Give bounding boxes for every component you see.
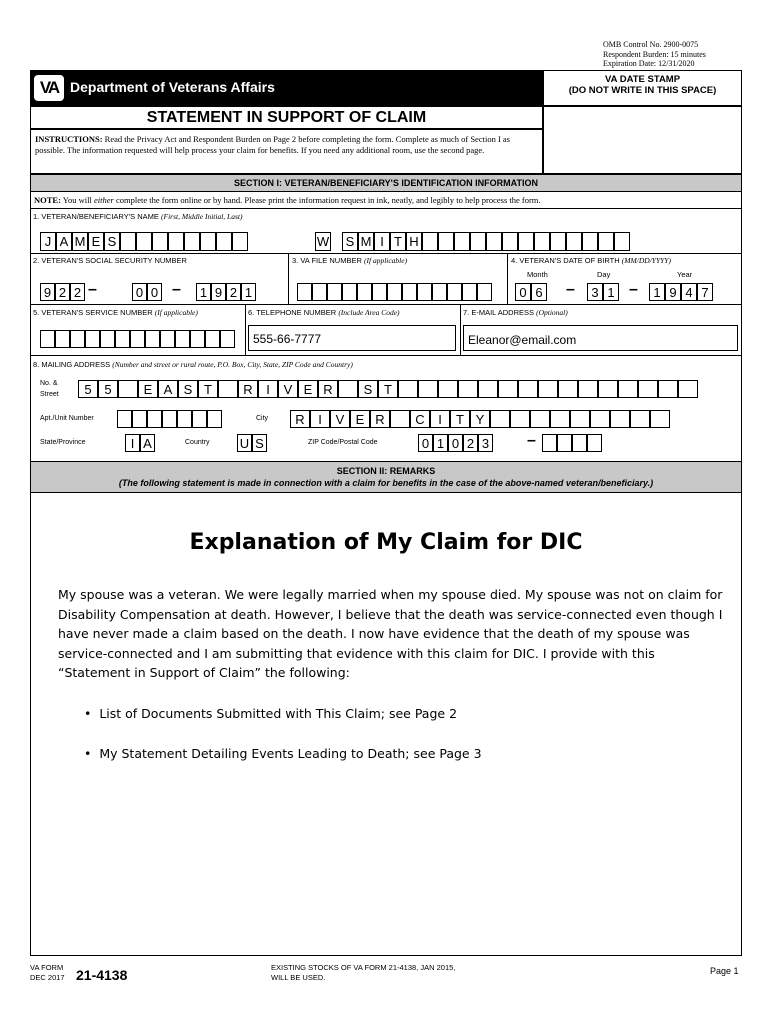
char-box[interactable]: E [88,232,104,251]
char-box[interactable]: 3 [587,283,603,301]
char-box[interactable] [478,380,498,398]
char-box[interactable] [120,232,136,251]
char-box[interactable] [510,410,530,428]
char-box[interactable] [132,410,147,428]
char-box[interactable] [417,283,432,301]
char-box[interactable] [312,283,327,301]
department-name: Department of Veterans Affairs [70,79,275,95]
omb-control: OMB Control No. 2900-0075 [603,40,699,49]
char-box[interactable]: A [158,380,178,398]
footer-form-id [30,963,65,983]
va-file-label-text: 3. VA FILE NUMBER [292,256,362,265]
char-box[interactable]: S [252,434,267,452]
char-box[interactable]: S [358,380,378,398]
char-box[interactable] [192,410,207,428]
char-box[interactable] [462,283,477,301]
char-box[interactable]: I [310,410,330,428]
char-box[interactable] [218,380,238,398]
char-box[interactable]: E [138,380,158,398]
char-box[interactable] [578,380,598,398]
apt-label: Apt./Unit Number [40,415,94,422]
char-box[interactable] [55,330,70,348]
dob-label [511,256,671,265]
form-title: STATEMENT IN SUPPORT OF CLAIM [30,106,543,129]
omb-expiration: Expiration Date: 12/31/2020 [603,59,695,68]
phone-label [248,308,400,317]
char-box[interactable] [100,330,115,348]
email-field[interactable] [463,325,738,351]
phone-hint: (Include Area Code) [338,308,400,317]
address-label-text: 8. MAILING ADDRESS [33,360,111,369]
char-box[interactable] [598,232,614,251]
instructions-text: Read the Privacy Act and Respondent Burden on Page 2 before completing the form. Complete as much of Section I as possible. The information requested will help process your claim for benefits. If you need any additional room, use the second page. [35,134,510,155]
dob-year-label: Year [677,270,693,279]
ssn-label: 2. VETERAN'S SOCIAL SECURITY NUMBER [33,256,187,265]
country-label: Country [185,439,210,446]
char-box[interactable]: 0 [132,283,147,301]
service-hint: (If applicable) [154,308,198,317]
va-date-stamp-header [543,70,742,106]
phone-field[interactable] [248,325,456,351]
char-box[interactable]: 1 [649,283,665,301]
note-either: either [94,195,114,205]
char-box[interactable] [177,410,192,428]
char-box[interactable] [538,380,558,398]
char-box[interactable] [160,330,175,348]
bullet-2-text: My Statement Detailing Events Leading to Death; see Page 3 [99,746,482,761]
char-box[interactable] [458,380,478,398]
char-box[interactable] [610,410,630,428]
char-box[interactable] [598,380,618,398]
char-box[interactable] [205,330,220,348]
char-box[interactable] [115,330,130,348]
char-box[interactable]: C [410,410,430,428]
va-logo: VA [34,75,64,101]
stamp-area [543,106,742,174]
char-box[interactable]: A [140,434,155,452]
char-box[interactable]: Y [470,410,490,428]
stamp-line1: VA DATE STAMP [604,74,681,85]
address-label [33,360,353,369]
char-box[interactable] [658,380,678,398]
char-box[interactable] [398,380,418,398]
char-box[interactable] [168,232,184,251]
char-box[interactable] [70,330,85,348]
char-box[interactable] [542,434,557,452]
char-box[interactable]: R [290,410,310,428]
char-box[interactable] [557,434,572,452]
phone-label-text: 6. TELEPHONE NUMBER [248,308,337,317]
char-box[interactable] [638,380,658,398]
char-box[interactable]: I [430,410,450,428]
char-box[interactable] [486,232,502,251]
dob-month-label: Month [527,270,548,279]
char-box[interactable]: 2 [70,283,85,301]
char-box[interactable] [130,330,145,348]
char-box[interactable]: 0 [515,283,531,301]
char-box[interactable] [390,410,410,428]
char-box[interactable]: R [238,380,258,398]
char-box[interactable] [498,380,518,398]
char-box[interactable] [145,330,160,348]
char-box[interactable] [530,410,550,428]
char-box[interactable] [566,232,582,251]
char-box[interactable] [438,380,458,398]
remarks-title: Explanation of My Claim for DIC [189,530,583,555]
char-box[interactable] [582,232,598,251]
char-box[interactable]: M [72,232,88,251]
footer-form-date: DEC 2017 [30,973,65,982]
char-box[interactable] [342,283,357,301]
char-box[interactable] [550,410,570,428]
page-number: Page 1 [710,966,739,976]
char-box[interactable] [534,232,550,251]
char-box[interactable] [40,330,55,348]
char-box[interactable]: T [450,410,470,428]
char-box[interactable]: 6 [531,283,547,301]
char-box[interactable] [447,283,462,301]
state-label: State/Province [40,439,86,446]
char-box[interactable] [147,410,162,428]
section2-heading [30,461,742,493]
char-box[interactable] [490,410,510,428]
char-box[interactable] [402,283,417,301]
char-box[interactable] [184,232,200,251]
char-box[interactable] [587,434,602,452]
char-box[interactable]: R [370,410,390,428]
char-box[interactable] [502,232,518,251]
omb-info [603,40,706,69]
dob-hint: (MM/DD/YYYY) [621,256,671,265]
char-box[interactable] [162,410,177,428]
char-box[interactable] [422,232,438,251]
char-box[interactable] [614,232,630,251]
char-box[interactable] [338,380,358,398]
char-box[interactable] [630,410,650,428]
char-box[interactable] [175,330,190,348]
char-box[interactable]: E [350,410,370,428]
char-box[interactable] [327,283,342,301]
name-label-text: 1. VETERAN/BENEFICIARY'S NAME [33,212,159,221]
char-box[interactable]: I [258,380,278,398]
char-box[interactable] [678,380,698,398]
char-box[interactable] [387,283,402,301]
omb-burden: Respondent Burden: 15 minutes [603,49,706,59]
char-box[interactable]: V [278,380,298,398]
char-box[interactable] [190,330,205,348]
char-box[interactable] [207,410,222,428]
zip-label: ZIP Code/Postal Code [308,439,378,446]
note [30,192,742,209]
char-box[interactable]: T [378,380,398,398]
char-box[interactable] [572,434,587,452]
char-box[interactable] [650,410,670,428]
char-box[interactable] [372,283,387,301]
instructions-label: INSTRUCTIONS: [35,134,103,144]
char-box[interactable] [297,283,312,301]
char-box[interactable]: 0 [418,434,433,452]
char-box[interactable]: 2 [226,283,241,301]
char-box[interactable]: J [40,232,56,251]
char-box[interactable]: S [342,232,358,251]
bullet-2: • My Statement Detailing Events Leading to Death; see Page 3 [84,746,482,761]
char-box[interactable]: T [390,232,406,251]
char-box[interactable] [590,410,610,428]
char-box[interactable]: R [318,380,338,398]
char-box[interactable] [570,410,590,428]
char-box[interactable]: 1 [433,434,448,452]
char-box[interactable] [418,380,438,398]
char-box[interactable]: I [374,232,390,251]
email-hint: (Optional) [536,308,568,317]
footer-form-label: VA FORM [30,963,64,972]
char-box[interactable]: M [358,232,374,251]
char-box[interactable]: U [237,434,252,452]
char-box[interactable]: 2 [55,283,70,301]
char-box[interactable]: T [198,380,218,398]
char-box[interactable] [136,232,152,251]
char-box[interactable]: 1 [241,283,256,301]
char-box[interactable]: S [178,380,198,398]
char-box[interactable] [200,232,216,251]
char-box[interactable] [216,232,232,251]
char-box[interactable]: I [125,434,140,452]
char-box[interactable] [558,380,578,398]
char-box[interactable]: 0 [448,434,463,452]
char-box[interactable] [232,232,248,251]
stamp-line2: (DO NOT WRITE IN THIS SPACE) [568,85,717,96]
section2-title: SECTION II: REMARKS [336,466,436,476]
name-hint: (First, Middle Initial, Last) [161,212,243,221]
char-box[interactable] [152,232,168,251]
name-label [33,212,242,221]
char-box[interactable] [477,283,492,301]
char-box[interactable]: 0 [147,283,162,301]
char-box[interactable]: 4 [681,283,697,301]
instructions [30,129,543,174]
address-hint: (Number and street or rural route, P.O. Box, City, State, ZIP Code and Country) [112,360,353,369]
char-box[interactable] [618,380,638,398]
bullet-1: • List of Documents Submitted with This Claim; see Page 2 [84,706,458,721]
footer-form-number: 21-4138 [76,967,128,983]
note-label: NOTE: [34,195,61,205]
char-box[interactable]: E [298,380,318,398]
char-box[interactable]: 9 [211,283,226,301]
email-label-text: 7. E-MAIL ADDRESS [463,308,534,317]
phone-value: 555-66-7777 [253,332,322,346]
dob-day-label: Day [597,270,611,279]
va-file-label [292,256,407,265]
char-box[interactable] [438,232,454,251]
char-box[interactable]: S [104,232,120,251]
note-text-1: You will [62,195,92,205]
footer-stock-line1: EXISTING STOCKS OF VA FORM 21-4138, JAN 2015, [271,963,456,972]
bullet-1-text: List of Documents Submitted with This Claim; see Page 2 [99,706,458,721]
street-label: No. & Street [40,380,59,398]
char-box[interactable]: 3 [478,434,493,452]
char-box[interactable]: A [56,232,72,251]
char-box[interactable] [550,232,566,251]
char-box[interactable] [518,232,534,251]
city-label: City [256,415,269,422]
char-box[interactable]: 5 [78,380,98,398]
char-box[interactable]: 9 [665,283,681,301]
remarks-paragraph: My spouse was a veteran. We were legally married when my spouse died. My spouse was not on claim for Disability Compensation at death. However, I believe that the death was service-connected even though I have never made a claim based on the death. I now have evidence that the death of my spouse was service-connected and I am submitting that evidence with this claim for DIC. I provide with this “Statement in Support of Claim” the following: [58,587,723,680]
va-file-hint: (If applicable) [363,256,408,265]
char-box[interactable] [470,232,486,251]
char-box[interactable]: 5 [98,380,118,398]
dob-label-text: 4. VETERAN'S DATE OF BIRTH [511,256,620,265]
char-box[interactable] [518,380,538,398]
char-box[interactable]: 2 [463,434,478,452]
service-label [33,308,198,317]
char-box[interactable]: V [330,410,350,428]
char-box[interactable]: 1 [196,283,211,301]
char-box[interactable] [117,410,132,428]
email-label [463,308,568,317]
char-box[interactable] [357,283,372,301]
char-box[interactable] [432,283,447,301]
service-label-text: 5. VETERAN'S SERVICE NUMBER [33,308,153,317]
footer-stock-note [271,963,455,983]
char-box[interactable]: W [316,234,330,249]
char-box[interactable] [454,232,470,251]
char-box[interactable] [118,380,138,398]
char-box[interactable]: 7 [697,283,713,301]
section1-heading: SECTION I: VETERAN/BENEFICIARY'S IDENTIFICATION INFORMATION [30,174,742,192]
footer-stock-line2: WILL BE USED. [271,973,326,982]
note-text-2: complete the form online or by hand. Please print the information request in ink, neatly, and legibly to help process the form. [115,195,541,205]
char-box[interactable]: 1 [603,283,619,301]
char-box[interactable]: H [406,232,422,251]
char-box[interactable] [220,330,235,348]
email-value: Eleanor@email.com [468,333,577,347]
char-box[interactable] [85,330,100,348]
char-box[interactable]: 9 [40,283,55,301]
section2-subtitle: (The following statement is made in connection with a claim for benefits in the case of the above-named veteran/beneficiary.) [118,478,654,488]
header-bar [30,70,543,106]
